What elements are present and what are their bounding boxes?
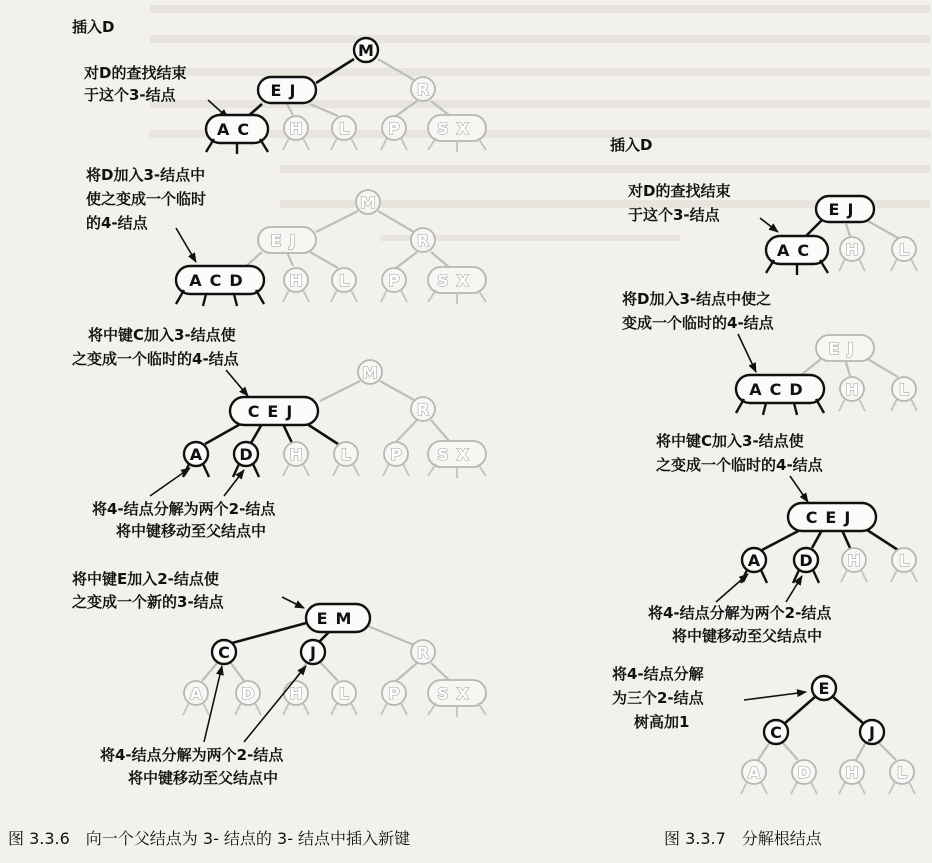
null-links bbox=[741, 570, 917, 583]
svg-text:CEJ: CEJ bbox=[247, 402, 301, 421]
null-links bbox=[741, 782, 915, 794]
left-step4-below-line1: 将4-结点分解为两个2-结点 bbox=[100, 746, 284, 764]
tree-node-j bbox=[860, 720, 884, 744]
tree-node-sx bbox=[428, 680, 486, 706]
edge bbox=[864, 528, 898, 550]
svg-text:EM: EM bbox=[316, 609, 360, 628]
edge bbox=[230, 662, 244, 681]
svg-text:L: L bbox=[340, 445, 352, 464]
tree-node-r bbox=[411, 77, 435, 101]
svg-text:CEJ: CEJ bbox=[805, 508, 859, 527]
edge bbox=[866, 358, 898, 377]
svg-text:SX: SX bbox=[437, 684, 477, 703]
tree-node-l bbox=[332, 681, 356, 705]
tree-node-sx bbox=[428, 115, 486, 141]
svg-text:L: L bbox=[898, 380, 910, 399]
left-step3-note-line2: 之变成一个临时的4-结点 bbox=[72, 350, 239, 368]
tree-node-l bbox=[892, 548, 916, 572]
svg-text:AC: AC bbox=[776, 241, 818, 260]
tree-node-d bbox=[236, 681, 260, 705]
svg-text:R: R bbox=[416, 231, 430, 250]
tree-node-acd bbox=[176, 266, 264, 294]
svg-text:R: R bbox=[416, 643, 430, 662]
svg-text:A: A bbox=[189, 684, 203, 703]
left-step-2 bbox=[86, 166, 486, 306]
tree-node-a bbox=[184, 442, 208, 466]
left-step2-note-line3: 的4-结点 bbox=[86, 214, 148, 232]
right-step4-note-line3: 树高加1 bbox=[634, 713, 690, 731]
left-step1-heading: 插入D bbox=[72, 18, 115, 36]
edge bbox=[431, 420, 450, 442]
svg-text:H: H bbox=[289, 271, 303, 290]
svg-text:SX: SX bbox=[437, 119, 477, 138]
tree-node-r bbox=[411, 640, 435, 664]
tree-node-acd bbox=[736, 375, 824, 403]
right-step3-below-line1: 将4-结点分解为两个2-结点 bbox=[648, 604, 832, 622]
svg-text:L: L bbox=[898, 240, 910, 259]
right-step2-arrow bbox=[738, 334, 756, 372]
tree-node-p bbox=[384, 442, 408, 466]
svg-text:L: L bbox=[338, 119, 350, 138]
right-step3-note-line1: 将中键C加入3-结点使 bbox=[656, 432, 804, 450]
svg-text:R: R bbox=[416, 80, 430, 99]
tree-node-cej bbox=[230, 397, 318, 425]
right-step4-note-line2: 为三个2-结点 bbox=[612, 689, 704, 707]
edge bbox=[251, 424, 262, 443]
right-step3-note-line2: 之变成一个临时的4-结点 bbox=[656, 456, 823, 474]
tree-node-ej bbox=[816, 196, 874, 222]
tree-node-h bbox=[284, 116, 308, 140]
left-step4-note-line2: 之变成一个新的3-结点 bbox=[72, 593, 224, 611]
tree-node-em bbox=[306, 604, 370, 632]
svg-text:AC: AC bbox=[216, 120, 258, 139]
svg-text:J: J bbox=[869, 723, 875, 742]
tree-node-h bbox=[842, 548, 866, 572]
edge bbox=[832, 696, 864, 724]
svg-text:EJ: EJ bbox=[270, 81, 304, 100]
tree-node-l bbox=[332, 268, 356, 292]
edge bbox=[842, 530, 850, 548]
edge bbox=[431, 663, 450, 681]
svg-text:H: H bbox=[289, 119, 303, 138]
svg-text:EJ: EJ bbox=[270, 231, 304, 250]
left-step2-arrow bbox=[176, 228, 196, 262]
tree-node-h bbox=[284, 268, 308, 292]
right-step-2 bbox=[622, 290, 917, 415]
tree-node-d bbox=[792, 760, 816, 784]
svg-text:H: H bbox=[845, 240, 859, 259]
edge bbox=[856, 742, 866, 760]
edge bbox=[396, 420, 417, 442]
left-step-3 bbox=[72, 326, 486, 540]
tree-node-l bbox=[334, 442, 358, 466]
left-step3-arrow bbox=[226, 370, 248, 396]
left-step2-note-line1: 将D加入3-结点中 bbox=[86, 166, 206, 184]
right-step3-arrow bbox=[790, 476, 808, 502]
tree-node-sx bbox=[428, 441, 486, 467]
edge bbox=[396, 252, 417, 268]
svg-text:J: J bbox=[310, 643, 316, 662]
edge bbox=[431, 252, 450, 268]
svg-text:D: D bbox=[241, 684, 255, 703]
left-figure-caption: 图 3.3.6 向一个父结点为 3- 结点的 3- 结点中插入新键 bbox=[8, 829, 411, 848]
svg-text:M: M bbox=[360, 193, 376, 212]
left-step1-note-line1: 对D的查找结束 bbox=[84, 64, 187, 82]
tree-node-c bbox=[764, 720, 788, 744]
left-step-4 bbox=[72, 570, 486, 787]
right-step-3 bbox=[648, 432, 917, 645]
tree-node-ej bbox=[258, 227, 316, 253]
left-step3-below-line2: 将中键移动至父结点中 bbox=[116, 522, 267, 540]
svg-text:A: A bbox=[747, 763, 761, 782]
left-step4-below-arrow-a bbox=[204, 666, 222, 742]
tree-node-h bbox=[284, 681, 308, 705]
tree-node-cej bbox=[788, 503, 876, 531]
tree-node-l bbox=[892, 237, 916, 261]
svg-text:L: L bbox=[896, 763, 908, 782]
svg-text:M: M bbox=[358, 41, 374, 60]
edge bbox=[784, 696, 816, 724]
edge bbox=[846, 224, 850, 236]
edge bbox=[758, 742, 770, 760]
svg-text:R: R bbox=[416, 400, 430, 419]
svg-text:H: H bbox=[845, 380, 859, 399]
edge bbox=[232, 622, 310, 643]
edge bbox=[846, 362, 850, 376]
svg-text:D: D bbox=[799, 551, 813, 570]
tree-node-ej bbox=[816, 335, 874, 361]
tree-node-ac bbox=[766, 236, 828, 264]
right-step1-arrow bbox=[760, 218, 778, 232]
right-step4-note-line1: 将4-结点分解 bbox=[612, 665, 704, 683]
edge bbox=[320, 381, 360, 401]
svg-text:P: P bbox=[388, 684, 400, 703]
tree-node-j bbox=[301, 640, 325, 664]
svg-text:EJ: EJ bbox=[828, 339, 862, 358]
edge bbox=[866, 220, 898, 238]
tree-node-h bbox=[284, 442, 308, 466]
svg-text:P: P bbox=[388, 119, 400, 138]
svg-text:D: D bbox=[239, 445, 253, 464]
tree-node-m bbox=[356, 190, 380, 214]
tree-node-sx bbox=[428, 267, 486, 293]
tree-node-l bbox=[332, 116, 356, 140]
svg-text:SX: SX bbox=[437, 445, 477, 464]
svg-text:L: L bbox=[898, 551, 910, 570]
svg-text:H: H bbox=[847, 551, 861, 570]
tree-node-h bbox=[840, 237, 864, 261]
right-step3-below-arrow-a bbox=[716, 574, 748, 602]
svg-text:L: L bbox=[338, 684, 350, 703]
right-step2-note-line1: 将D加入3-结点中使之 bbox=[622, 290, 772, 308]
svg-text:ACD: ACD bbox=[189, 271, 251, 290]
svg-text:C: C bbox=[770, 723, 782, 742]
edge bbox=[378, 211, 414, 232]
svg-text:H: H bbox=[289, 684, 303, 703]
tree-node-e bbox=[812, 676, 836, 700]
tree-node-m bbox=[354, 38, 378, 62]
right-step2-note-line2: 变成一个临时的4-结点 bbox=[622, 314, 774, 332]
right-figure-caption: 图 3.3.7 分解根结点 bbox=[664, 829, 822, 848]
svg-text:P: P bbox=[390, 445, 402, 464]
svg-text:SX: SX bbox=[437, 271, 477, 290]
left-step1-note-line2: 于这个3-结点 bbox=[84, 86, 176, 104]
right-step1-note-line1: 对D的查找结束 bbox=[628, 182, 731, 200]
tree-node-a bbox=[184, 681, 208, 705]
edge bbox=[800, 358, 822, 376]
tree-node-l bbox=[892, 377, 916, 401]
left-step3-note-line1: 将中键C加入3-结点使 bbox=[88, 326, 236, 344]
tree-node-h bbox=[840, 760, 864, 784]
svg-text:L: L bbox=[338, 271, 350, 290]
edge bbox=[812, 530, 822, 548]
tree-node-d bbox=[234, 442, 258, 466]
right-step1-note-line2: 于这个3-结点 bbox=[628, 206, 720, 224]
tree-node-a bbox=[742, 548, 766, 572]
edge bbox=[283, 424, 292, 443]
svg-text:A: A bbox=[747, 551, 761, 570]
right-step4-arrow bbox=[744, 692, 806, 700]
tree-node-p bbox=[382, 116, 406, 140]
right-step3-below-line2: 将中键移动至父结点中 bbox=[672, 627, 823, 645]
tree-node-m bbox=[358, 360, 382, 384]
tree-node-ac bbox=[206, 115, 268, 143]
edge bbox=[287, 252, 293, 266]
edge bbox=[380, 381, 414, 400]
edge bbox=[878, 742, 896, 760]
svg-text:EJ: EJ bbox=[828, 200, 862, 219]
edge bbox=[310, 252, 338, 268]
svg-text:E: E bbox=[818, 679, 830, 698]
tree-node-c bbox=[212, 640, 236, 664]
right-figure bbox=[610, 136, 917, 848]
tree-node-a bbox=[742, 760, 766, 784]
tree-node-p bbox=[382, 681, 406, 705]
svg-text:D: D bbox=[797, 763, 811, 782]
edge bbox=[782, 742, 798, 760]
svg-text:C: C bbox=[218, 643, 230, 662]
left-step4-note-line1: 将中键E加入2-结点使 bbox=[72, 570, 219, 588]
tree-node-r bbox=[411, 397, 435, 421]
edge bbox=[396, 663, 417, 681]
edge bbox=[320, 662, 338, 681]
tree-node-p bbox=[382, 268, 406, 292]
right-step-4 bbox=[612, 665, 915, 794]
left-step4-arrow bbox=[282, 597, 304, 608]
left-step2-note-line2: 使之变成一个临时 bbox=[86, 190, 207, 208]
edge bbox=[202, 662, 218, 681]
svg-text:ACD: ACD bbox=[749, 380, 811, 399]
tree-node-h bbox=[840, 377, 864, 401]
svg-text:A: A bbox=[189, 445, 203, 464]
edge bbox=[316, 211, 358, 232]
tree-node-r bbox=[411, 228, 435, 252]
left-step3-below-arrow-a bbox=[150, 468, 190, 496]
left-step4-below-line2: 将中键移动至父结点中 bbox=[128, 769, 279, 787]
left-figure bbox=[8, 18, 486, 848]
svg-text:H: H bbox=[845, 763, 859, 782]
edge bbox=[205, 422, 244, 444]
svg-text:M: M bbox=[362, 363, 378, 382]
tree-node-d bbox=[794, 548, 818, 572]
tree-node-ej bbox=[258, 77, 316, 103]
svg-text:H: H bbox=[289, 445, 303, 464]
tree-node-l bbox=[890, 760, 914, 784]
right-step1-heading: 插入D bbox=[610, 136, 653, 154]
svg-text:P: P bbox=[388, 271, 400, 290]
left-step3-below-line1: 将4-结点分解为两个2-结点 bbox=[92, 500, 276, 518]
